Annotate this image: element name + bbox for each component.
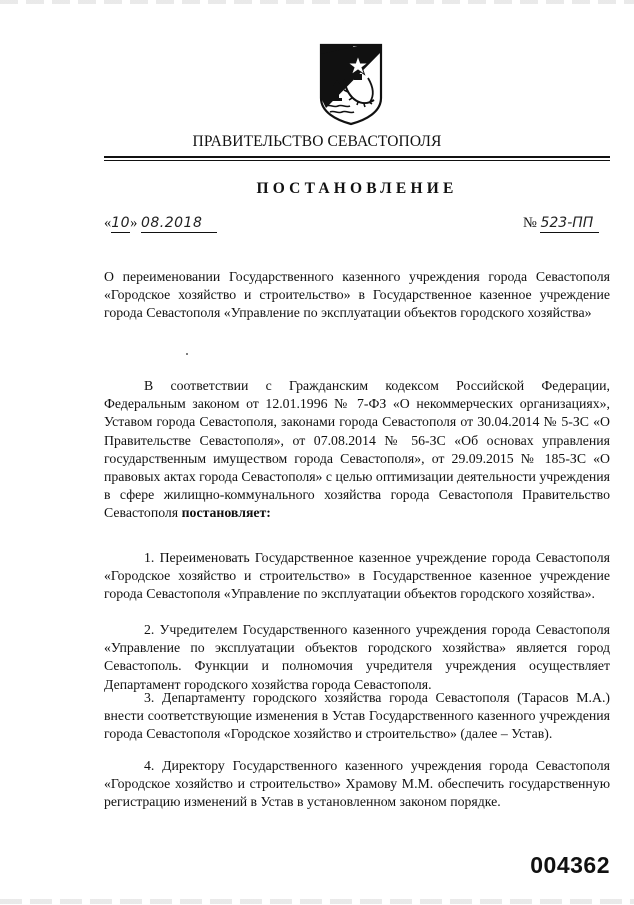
date-open-quote: « <box>104 215 112 231</box>
header-rule-thick <box>104 156 610 158</box>
government-title: ПРАВИТЕЛЬСТВО СЕВАСТОПОЛЯ <box>192 133 442 150</box>
resolution-item-4: 4. Директору Государственного казенного учреждения города Севастополя «Городское хозяйство и строительство» Храмову М.М. обеспечить государственную регистрацию изменений в Устав в установленном законом порядке. <box>104 758 610 810</box>
date-day: 10 <box>111 215 131 231</box>
scan-edge-bottom <box>0 899 634 904</box>
document-subject: О переименовании Государственного казенного учреждения города Севастополя «Городское хозяйство и строительство» в Государственное казенное учреждение города Севастополя «Управление по эксплуатации объектов городского хозяйства» <box>104 269 610 321</box>
header-rule-thin <box>104 160 610 161</box>
document-date <box>104 215 217 232</box>
scan-edge-top <box>0 0 634 4</box>
resolution-item-1: 1. Переименовать Государственное казенное учреждение города Севастополя «Городское хозяйство и строительство» в Государственное казенное учреждение города Севастополя «Управление по эксплуатации объектов городского хозяйства». <box>104 550 610 602</box>
date-underline-tail <box>202 215 217 233</box>
scan-speck <box>186 353 188 355</box>
date-month-year: 08.2018 <box>140 215 203 231</box>
document-number <box>523 215 599 232</box>
resolution-item-3: 3. Департаменту городского хозяйства города Севастополя (Тарасов М.А.) внести соответствующие изменения в Устав Государственного казенного учреждения города Севастополя «Городское хозяйство и строительство» (далее – Устав). <box>104 690 610 742</box>
preamble-resolves: постановляет: <box>181 505 271 521</box>
number-value: 523-ПП <box>540 215 599 233</box>
number-prefix: № <box>523 215 537 231</box>
sevastopol-coat-of-arms-icon <box>318 42 384 126</box>
form-serial-number: 004362 <box>530 852 610 878</box>
document-type-heading: ПОСТАНОВЛЕНИЕ <box>256 180 458 197</box>
date-close-quote: » <box>130 215 138 231</box>
resolution-item-2: 2. Учредителем Государственного казенного учреждения города Севастополя «Управление по эксплуатации объектов городского хозяйства» является город Севастополь. Функции и полномочия учредителя учреждения осуществляет Департамент городского хозяйства города Севастополя. <box>104 622 610 692</box>
preamble-text: В соответствии с Гражданским кодексом Российской Федерации, Федеральным законом от 12.01.1996 № 7-ФЗ «О некоммерческих организациях», Уставом города Севастополя, законами города Севастополя от 30.04.2014 № 5-ЗС «О Правительстве Севастополя», от 07.08.2014 № 56-ЗС «Об основах управления государственным имуществом города Севастополя», от 29.09.2015 № 185-ЗС «О правовых актах города Севастополя» с целью оптимизации деятельности учреждения в сфере жилищно-коммунального хозяйства города Севастополя Правительство Севастополя <box>104 378 610 521</box>
preamble-paragraph <box>104 377 610 523</box>
